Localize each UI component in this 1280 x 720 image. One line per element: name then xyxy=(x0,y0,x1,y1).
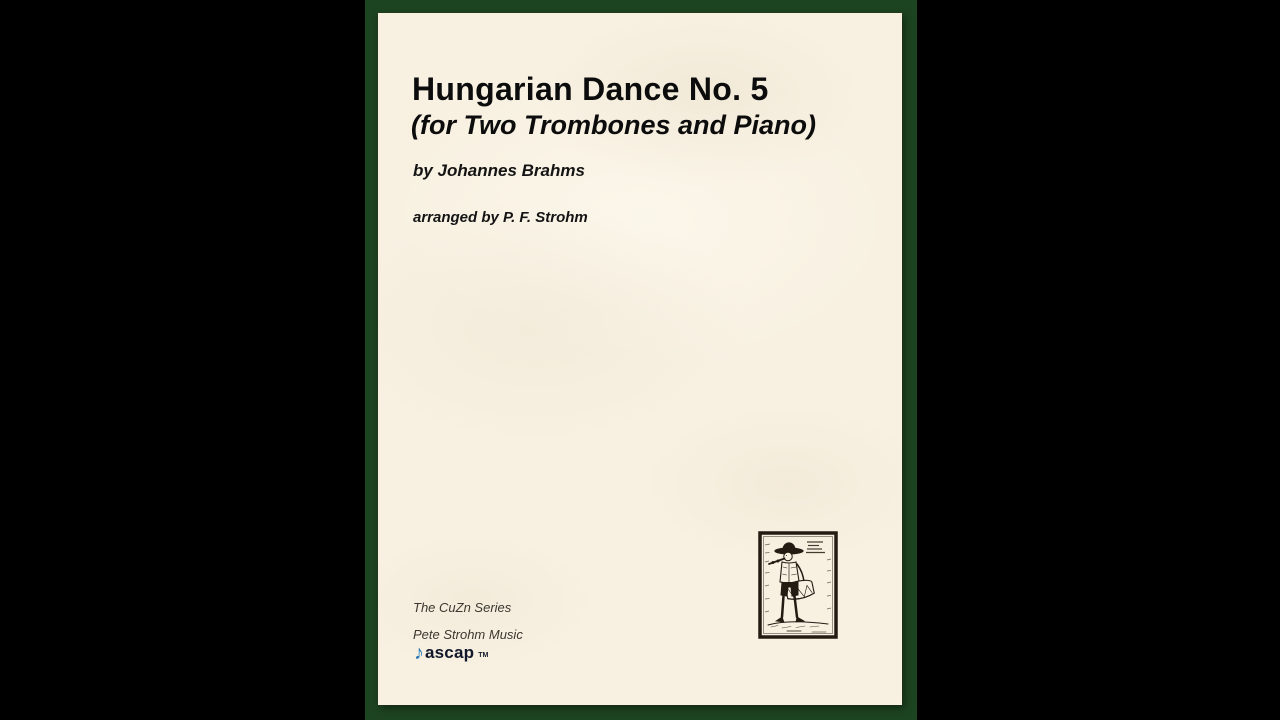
page-subtitle: (for Two Trombones and Piano) xyxy=(411,110,816,140)
trademark-symbol: TM xyxy=(478,652,489,659)
series-label: The CuZn Series xyxy=(413,600,512,615)
publisher-label: Pete Strohm Music xyxy=(413,627,523,642)
fife-and-drum-woodcut-illustration xyxy=(758,531,838,639)
ascap-logo xyxy=(414,642,488,664)
eighth-note-icon: ♪ xyxy=(414,642,424,664)
page-title: Hungarian Dance No. 5 xyxy=(412,71,769,107)
letterbox-left xyxy=(0,0,365,720)
composer-byline: by Johannes Brahms xyxy=(413,161,585,180)
sheet-music-cover-page xyxy=(378,13,902,705)
arranger-byline: arranged by P. F. Strohm xyxy=(413,209,588,226)
letterbox-right xyxy=(917,0,1280,720)
ascap-wordmark: ascap xyxy=(425,643,475,662)
